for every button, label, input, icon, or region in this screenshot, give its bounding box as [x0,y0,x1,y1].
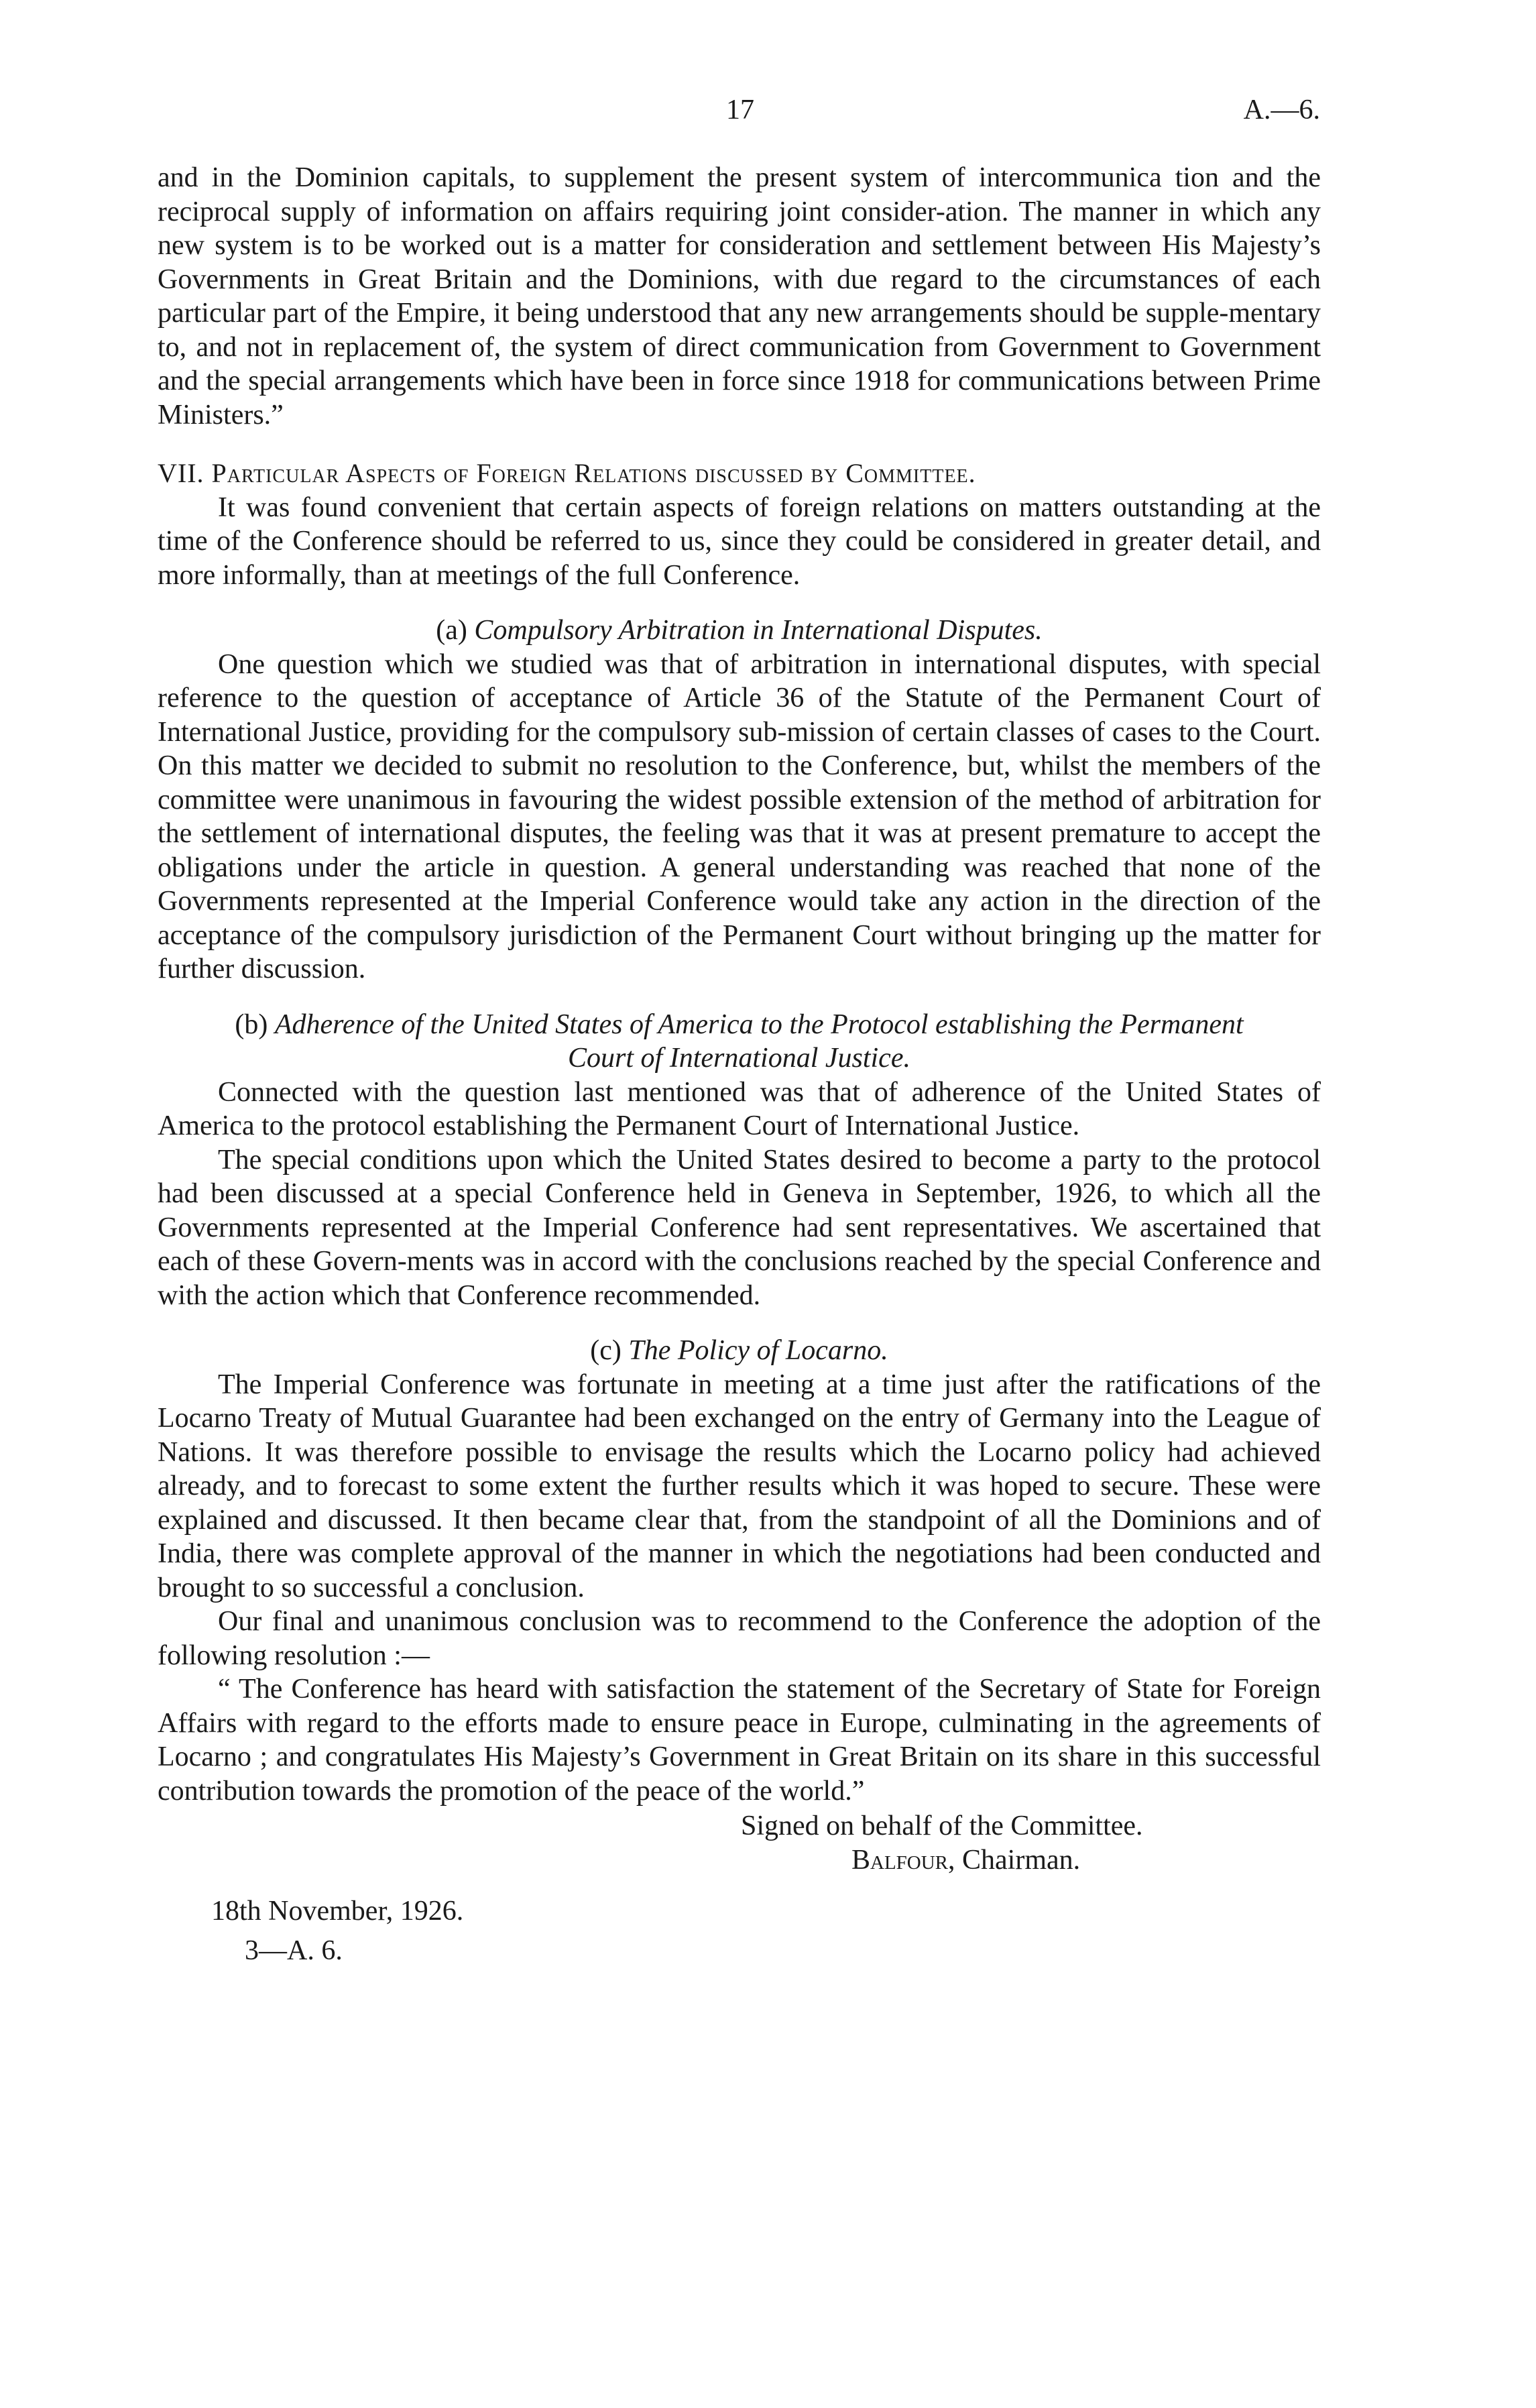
subsection-c-heading [158,1334,1321,1368]
document-date: 18th November, 1926. [211,1896,464,1927]
continued-paragraph: and in the Dominion capitals, to supplement the present system of intercommunica tion and the reciprocal supply of information on affairs requiring joint consider-ation. The manner in which any new system is to be worked out is a matter for consideration and settlement between His Majesty’s Governments in Great Britain and the Dominions, with due regard to the circumstances of each particular part of the Empire, it being understood that any new arrangements should be supple-mentary to, and not in replacement of, the system of direct communication from Government to Government and the special arrangements which have been in force since 1918 for communications between Prime Ministers.” [158,162,1321,431]
signatory-role: , Chairman. [948,1844,1081,1876]
subsection-c-label: (c) [590,1335,622,1366]
resolution-quote: “ The Conference has heard with satisfaction the statement of the Secretary of State for Foreign Affairs with regard to the efforts made to ensure peace in Europe, culminating in the agreements of Locarno ; and congratulates His Majesty’s Government in Great Britain on its share in this successful contribution towards the promotion of the peace of the world.” [158,1674,1321,1807]
signatory [158,1843,1321,1878]
subsection-b-paragraph-1: Connected with the question last mentioned was that of adherence of the United States of America to the protocol establishing the Permanent Court of International Justice. [158,1076,1321,1141]
subsection-a-label: (a) [436,615,467,646]
section-heading [158,457,1321,491]
subsection-b-title-line2: Court of International Justice. [568,1043,910,1074]
subsection-c-paragraph-2: Our final and unanimous conclusion was to recommend to the Conference the adoption of the following resolution :— [158,1606,1321,1671]
section-intro-paragraph: It was found convenient that certain aspects of foreign relations on matters outstanding at the time of the Conference should be referred to us, since they could be considered in greater detail, and more informally, than at meetings of the full Conference. [158,492,1321,591]
signature-line: Signed on behalf of the Committee. [741,1811,1143,1841]
subsection-a-heading [158,614,1321,648]
signatory-name: Balfour [851,1844,949,1876]
subsection-a-title: Compulsory Arbitration in International Disputes. [474,615,1043,646]
subsection-c-paragraph-1: The Imperial Conference was fortunate in meeting at a time just after the ratifications of the Locarno Treaty of Mutual Guarantee had been exchanged on the entry of Germany into the League of Nations. It was therefore possible to envisage the results which the Locarno policy had achieved already, and to forecast to some extent the further results which it was hoped to secure. These were explained and discussed. It then became clear that, from the standpoint of all the Dominions and of India, there was complete approval of the manner in which the negotiations had been conducted and brought to so successful a conclusion. [158,1369,1321,1603]
subsection-b-title-line1: Adherence of the United States of America to the Protocol establishing the Permanent [274,1009,1244,1040]
section-number: VII. [158,458,204,488]
subsection-a-paragraph: One question which we studied was that of arbitration in international disputes, with special reference to the question of acceptance of Article 36 of the Statute of the Permanent Court of International Justice, providing for the compulsory sub-mission of certain classes of cases to the Court. On this matter we decided to submit no resolution to the Conference, but, whilst the members of the committee were unanimous in favouring the widest possible extension of the method of arbitration for the settlement of international disputes, the feeling was that it was at present premature to accept the obligations under the article in question. A general understanding was reached that none of the Governments represented at the Imperial Conference would take any action in the direction of the acceptance of the compulsory jurisdiction of the Permanent Court without bringing up the matter for further discussion. [158,648,1321,984]
document-body [158,161,1321,1967]
printing-reference: 3—A. 6. [245,1935,343,1966]
subsection-b-heading [158,1008,1321,1076]
subsection-c-title: The Policy of Locarno. [628,1335,888,1366]
paper-reference: A.—6. [1243,95,1320,125]
subsection-b-paragraph-2: The special conditions upon which the United States desired to become a party to the protocol had been discussed at a special Conference held in Geneva in September, 1926, to which all the Governments represented at the Imperial Conference had sent representatives. We ascertained that each of these Govern-ments was in accord with the conclusions reached by the special Conference and with the action which that Conference recommended. [158,1144,1321,1311]
page-number: 17 [726,95,754,125]
section-title: Particular Aspects of Foreign Relations discussed by Committee. [211,458,976,488]
subsection-b-label: (b) [235,1009,268,1040]
